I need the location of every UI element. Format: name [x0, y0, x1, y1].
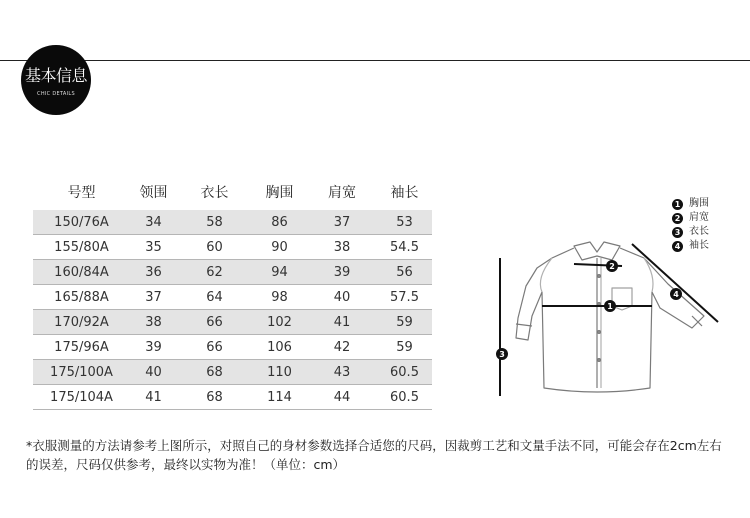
legend-label: 肩宽: [689, 212, 709, 223]
table-cell: 98: [271, 289, 288, 305]
table-cell: 170/92A: [33, 310, 130, 335]
legend-item: [672, 225, 709, 239]
table-cell: 59: [377, 310, 432, 335]
legend-item: [672, 239, 709, 253]
table-cell: 64: [206, 289, 223, 305]
legend-label: 衣长: [689, 226, 709, 237]
table-cell: 57.5: [390, 289, 419, 305]
legend-number: 2: [672, 213, 683, 224]
table-cell: 60: [206, 239, 223, 255]
table-cell: 66: [177, 310, 252, 335]
table-cell: 62: [177, 260, 252, 285]
badge-title: 基本信息: [24, 66, 87, 85]
table-cell: 41: [145, 389, 162, 405]
legend-number: 4: [672, 241, 683, 252]
table-cell: 44: [333, 389, 351, 405]
table-cell: 114: [267, 389, 292, 405]
table-cell: 41: [307, 310, 377, 335]
table-cell: 38: [333, 239, 351, 255]
table-cell: 102: [252, 310, 307, 335]
header-chest: 胸围: [265, 185, 294, 201]
top-divider-line: [0, 60, 750, 61]
table-row: [33, 235, 432, 260]
marker-2-label: 2: [609, 262, 615, 271]
table-cell: 90: [271, 239, 288, 255]
table-row: [33, 335, 432, 360]
header-size: 号型: [67, 185, 96, 201]
table-cell: 40: [130, 360, 177, 385]
table-cell: 39: [307, 260, 377, 285]
marker-1-label: 1: [607, 302, 613, 311]
table-cell: 56: [377, 260, 432, 285]
header-sleeve: 袖长: [390, 185, 419, 201]
legend-label: 胸围: [689, 198, 709, 209]
table-cell: 40: [333, 289, 351, 305]
table-cell: 106: [267, 339, 292, 355]
table-cell: 43: [307, 360, 377, 385]
table-cell: 37: [145, 289, 162, 305]
table-cell: 66: [206, 339, 223, 355]
table-cell: 175/100A: [33, 360, 130, 385]
table-cell: 59: [396, 339, 413, 355]
table-cell: 39: [145, 339, 162, 355]
table-cell: 42: [333, 339, 351, 355]
table-row: [33, 285, 432, 310]
table-cell: 60.5: [377, 360, 432, 385]
table-row: [33, 360, 432, 385]
table-cell: 35: [145, 239, 162, 255]
table-cell: 155/80A: [54, 239, 109, 255]
legend-label: 袖长: [689, 240, 709, 251]
header-shoulder: 肩宽: [328, 185, 356, 201]
table-cell: 175/104A: [50, 389, 113, 405]
header-length: 衣长: [200, 185, 229, 201]
table-cell: 160/84A: [33, 260, 130, 285]
legend-item: [672, 211, 709, 225]
measurement-legend: [672, 197, 709, 253]
legend-number: 3: [672, 227, 683, 238]
table-cell: 37: [307, 210, 377, 235]
section-badge: [21, 45, 91, 115]
table-cell: 68: [206, 389, 223, 405]
table-cell: 38: [130, 310, 177, 335]
table-cell: 36: [130, 260, 177, 285]
sleeve-measure-line: [632, 244, 718, 322]
table-cell: 34: [130, 210, 177, 235]
table-row: [33, 210, 432, 235]
table-cell: 165/88A: [54, 289, 109, 305]
table-cell: 54.5: [390, 239, 419, 255]
legend-item: [672, 197, 709, 211]
table-cell: 86: [252, 210, 307, 235]
marker-4-label: 4: [673, 290, 679, 299]
header-collar: 领围: [139, 185, 168, 201]
table-cell: 53: [377, 210, 432, 235]
size-table: [33, 174, 432, 410]
table-row: [33, 310, 432, 335]
table-cell: 110: [252, 360, 307, 385]
marker-3-label: 3: [499, 350, 505, 359]
table-row: [33, 385, 432, 410]
table-header-row: [33, 174, 432, 210]
table-cell: 58: [177, 210, 252, 235]
table-cell: 150/76A: [33, 210, 130, 235]
badge-subtitle: CHIC DETAILS: [37, 91, 75, 97]
table-cell: 175/96A: [54, 339, 109, 355]
measurement-note: *衣服测量的方法请参考上图所示，对照自己的身材参数选择合适您的尺码，因裁剪工艺和文量手法不同，可能会存在2cm左右的误差，尺码仅供参考，最终以实物为准！（单位：cm）: [26, 438, 722, 472]
table-cell: 68: [177, 360, 252, 385]
table-cell: 94: [252, 260, 307, 285]
legend-number: 1: [672, 199, 683, 210]
table-row: [33, 260, 432, 285]
table-cell: 60.5: [390, 389, 419, 405]
